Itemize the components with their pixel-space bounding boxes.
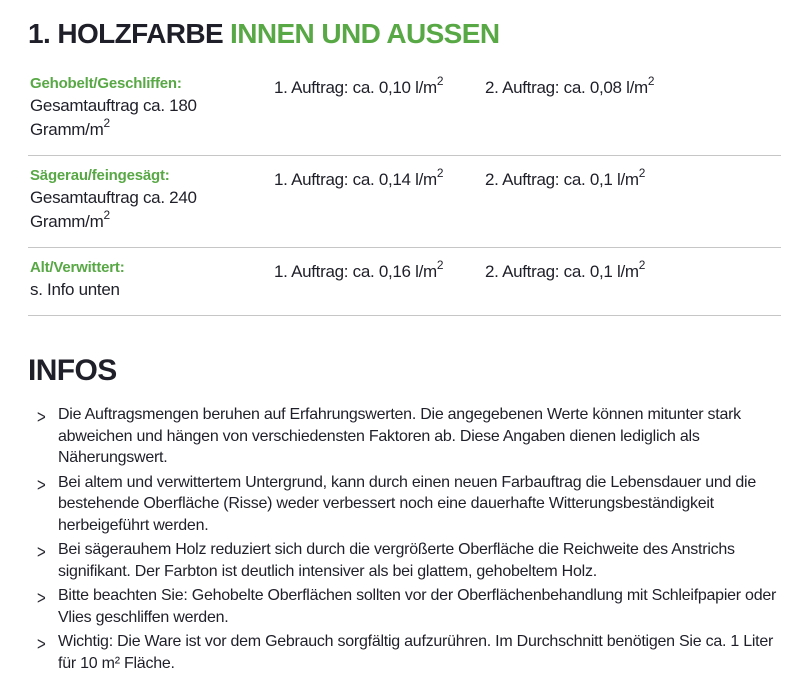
first-coat-sup: 2 [436, 165, 444, 180]
total-amount-sup: 2 [103, 207, 110, 222]
title-subtitle: INNEN UND AUSSEN [230, 18, 500, 49]
surface-type-cell [30, 165, 274, 234]
chevron-bullet-icon: > [37, 541, 46, 563]
first-coat-cell [274, 165, 485, 234]
info-text: Bei altem und verwittertem Untergrund, kann durch einen neuen Farbauftrag die Lebensdauer und die bestehende Oberfläche (Risse) weder verbessert noch eine dauerhafte Witterungsbeständigkeit herbeigeführt werden. [58, 473, 756, 534]
title-section-number: 1. HOLZFARBE [28, 18, 224, 49]
info-text: Wichtig: Die Ware ist vor dem Gebrauch sorgfältig aufzurühren. Im Durchschnitt benötigen Sie ca. 1 Liter für 10 m² Fläche. [58, 633, 774, 672]
list-item [28, 585, 781, 628]
first-coat-base: 1. Auftrag: ca. 0,14 l/m [274, 170, 437, 189]
chevron-bullet-icon: > [37, 633, 46, 655]
surface-type-label: Alt/Verwittert: [30, 259, 125, 276]
page-title [28, 18, 780, 50]
first-coat-cell [274, 73, 485, 142]
surface-type-cell [30, 73, 274, 142]
table-row [28, 64, 781, 156]
first-coat-cell [274, 257, 485, 302]
table-row [28, 156, 781, 248]
second-coat-sup: 2 [638, 165, 646, 180]
chevron-bullet-icon: > [37, 474, 46, 496]
list-item [28, 404, 781, 469]
first-coat-base: 1. Auftrag: ca. 0,16 l/m [274, 262, 437, 281]
second-coat-base: 2. Auftrag: ca. 0,08 l/m [485, 78, 648, 97]
chevron-bullet-icon: > [37, 587, 46, 609]
second-coat-cell [485, 257, 781, 302]
infos-heading: INFOS [28, 354, 117, 387]
total-amount-base: s. Info unten [30, 280, 120, 299]
list-item [28, 631, 781, 674]
total-amount-text [30, 186, 274, 234]
second-coat-base: 2. Auftrag: ca. 0,1 l/m [485, 170, 639, 189]
second-coat-base: 2. Auftrag: ca. 0,1 l/m [485, 262, 639, 281]
first-coat-base: 1. Auftrag: ca. 0,10 l/m [274, 78, 437, 97]
info-text: Die Auftragsmengen beruhen auf Erfahrungswerten. Die angegebenen Werte können mitunter stark abweichen und hängen von verschiedensten Faktoren ab. Diese Angaben dienen lediglich als Näherungswert. [58, 406, 741, 466]
total-amount-text [30, 94, 274, 142]
surface-type-label: Gehobelt/Geschliffen: [30, 75, 182, 92]
second-coat-sup: 2 [647, 73, 655, 88]
list-item [28, 539, 781, 582]
first-coat-sup: 2 [436, 73, 444, 88]
list-item [28, 472, 781, 537]
surface-type-cell [30, 257, 274, 302]
total-amount-text [30, 278, 274, 302]
second-coat-cell [485, 165, 781, 234]
second-coat-sup: 2 [638, 257, 646, 272]
table-row [28, 248, 781, 316]
chevron-bullet-icon: > [37, 406, 46, 428]
total-amount-sup: 2 [103, 115, 110, 130]
application-rates-table [28, 64, 781, 316]
info-text: Bei sägerauhem Holz reduziert sich durch die vergrößerte Oberfläche die Reichweite des Anstrichs signifikant. Der Farbton ist deutlich intensiver als bei glattem, gehobeltem Holz. [58, 541, 735, 580]
total-amount-base: Gesamtauftrag ca. 180 Gramm/m [30, 96, 197, 139]
info-list [28, 404, 781, 674]
first-coat-sup: 2 [436, 257, 444, 272]
info-text: Bitte beachten Sie: Gehobelte Oberflächen sollten vor der Oberflächenbehandlung mit Schleifpapier oder Vlies geschliffen werden. [58, 587, 777, 626]
surface-type-label: Sägerau/feingesägt: [30, 167, 170, 184]
total-amount-base: Gesamtauftrag ca. 240 Gramm/m [30, 188, 197, 231]
second-coat-cell [485, 73, 781, 142]
